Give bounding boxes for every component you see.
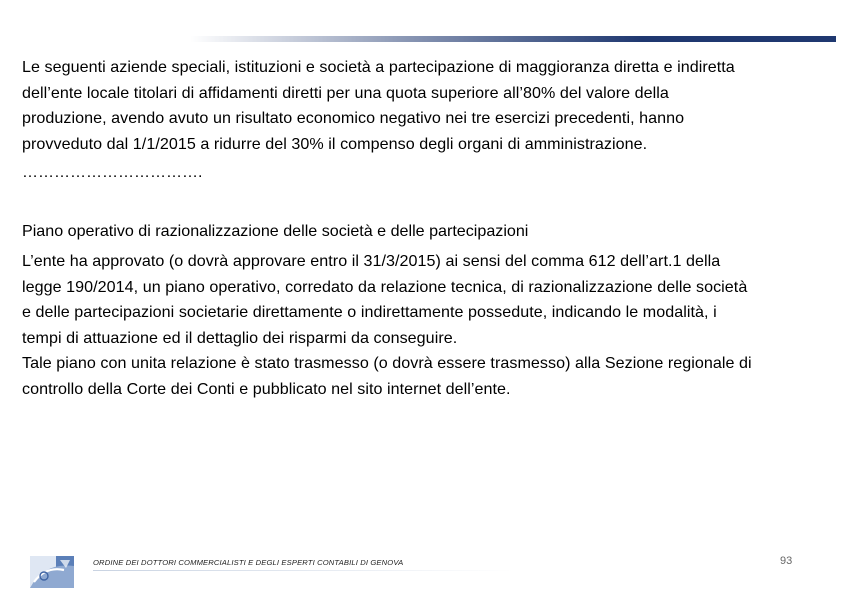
ellipsis-placeholder: ……………………………. (22, 164, 203, 181)
paragraph-line: tempi di attuazione ed il dettaglio dei risparmi da conseguire. (22, 328, 458, 347)
header-rule (190, 36, 836, 42)
paragraph-line: produzione, avendo avuto un risultato economico negativo nei tre esercizi precedenti, hanno (22, 109, 685, 128)
paragraph-line: controllo della Corte dei Conti e pubblicato nel sito internet dell’ente. (22, 379, 511, 398)
section-heading: Piano operativo di razionalizzazione delle società e delle partecipazioni (22, 222, 529, 240)
order-logo-icon (30, 556, 74, 588)
footer-organization: ORDINE DEI DOTTORI COMMERCIALISTI E DEGLI ESPERTI CONTABILI DI GENOVA (93, 558, 404, 567)
footer-rule (93, 570, 513, 571)
paragraph-line: legge 190/2014, un piano operativo, corredato da relazione tecnica, di razionalizzazione delle società (22, 277, 748, 296)
paragraph-line: Le seguenti aziende speciali, istituzioni e società a partecipazione di maggioranza diretta e indiretta (22, 58, 735, 76)
paragraph-operational-plan (22, 249, 838, 403)
page-number: 93 (780, 555, 793, 567)
paragraph-line: provveduto dal 1/1/2015 a ridurre del 30% il compenso degli organi di amministrazione. (22, 134, 648, 153)
paragraph-line: e delle partecipazioni societarie direttamente o indirettamente possedute, indicando le modalità, i (22, 303, 717, 322)
paragraph-line: dell’ente locale titolari di affidamenti diretti per una quota superiore all’80% del valore della (22, 83, 669, 102)
paragraph-line: L’ente ha approvato (o dovrà approvare entro il 31/3/2015) ai sensi del comma 612 dell’art.1 della (22, 252, 721, 270)
paragraph-line: Tale piano con unita relazione è stato trasmesso (o dovrà essere trasmesso) alla Sezione regionale di (22, 354, 752, 373)
paragraph-reduced-compensation (22, 55, 838, 157)
